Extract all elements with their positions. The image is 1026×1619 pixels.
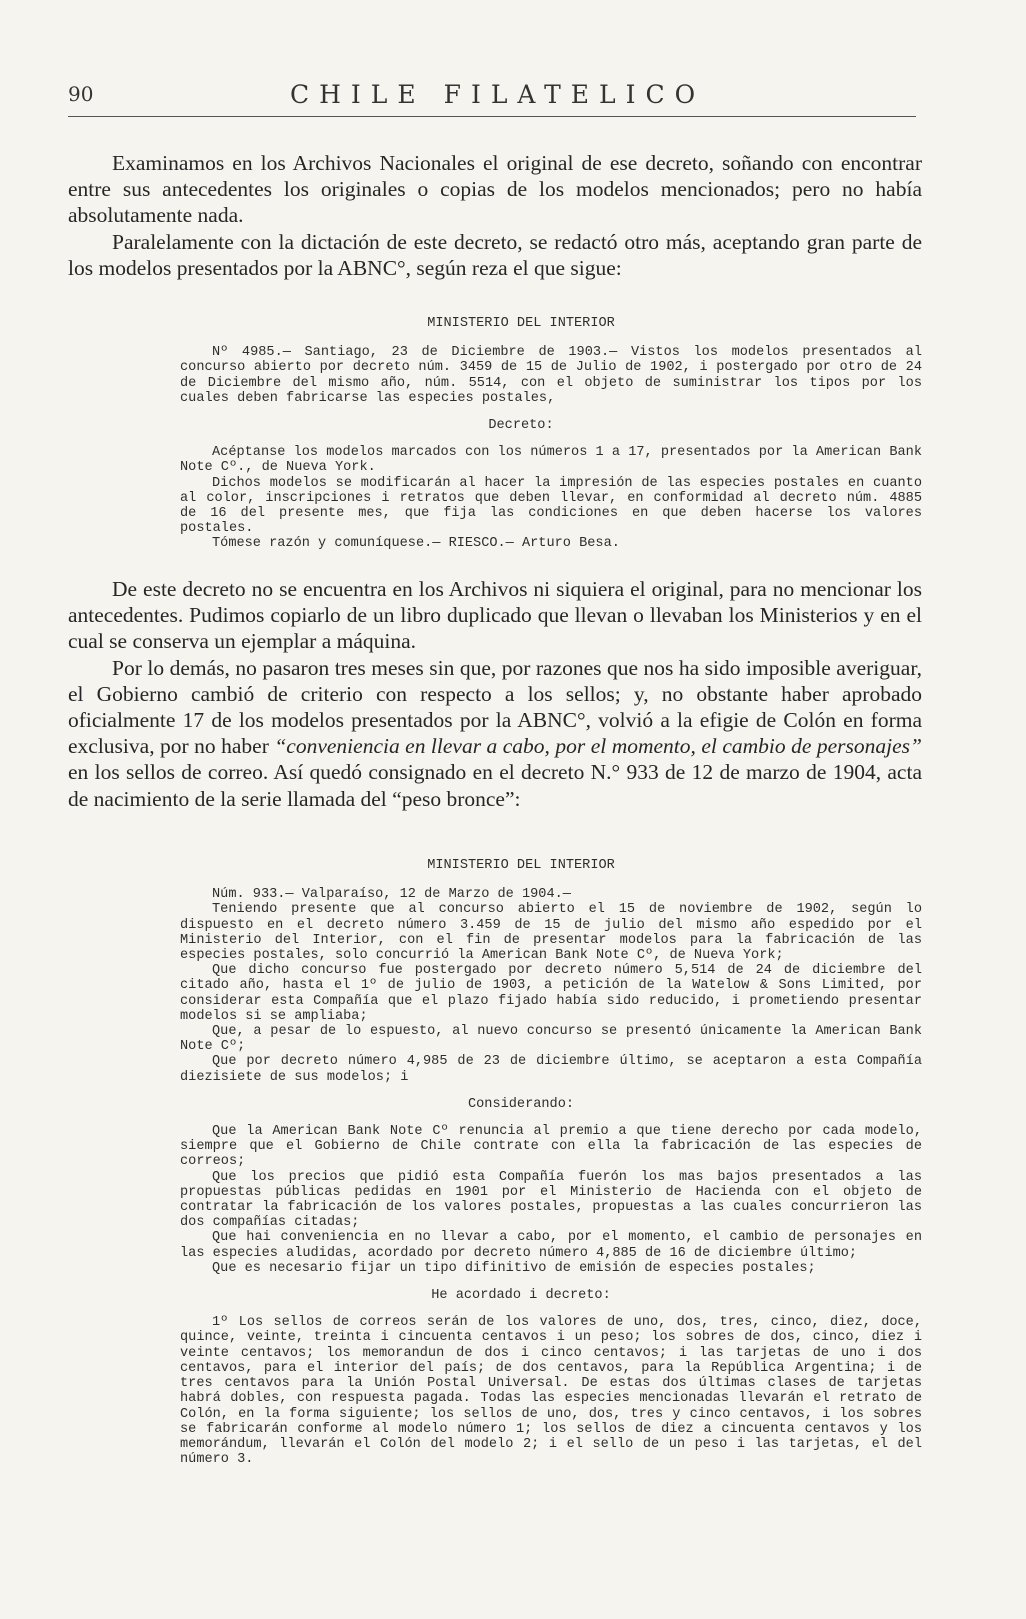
middle-paragraph-2-text-a: Por lo demás, no pasaron tres meses sin que, por razones que nos ha sido imposible averiguar, el Gobierno cambió de criterio con respecto a los sellos; y, no obstante haber aprobado oficialmente 17 de los modelos presentados por la ABNC°, volvió a la efigie de Colón en forma exclusiva, por no haber <box>68 655 922 759</box>
decree-1 <box>180 316 922 552</box>
decree-2-paragraph-2: Teniendo presente que al concurso abierto el 15 de noviembre de 1902, según lo dispuesto en el decreto número 3.459 de 15 de julio del mismo año espedido por el Ministerio del Interior, con el fin de presentar modelos para la fabricación de las especies postales, solo concurrió la American Bank Note Cº, de Nueva York; <box>180 902 922 964</box>
page-number: 90 <box>68 82 94 106</box>
intro-section <box>68 150 922 281</box>
decree-2-heading-considerando: Considerando: <box>467 1096 575 1112</box>
middle-paragraph-2-text-b: en los sellos de correo. Así quedó consignado en el decreto N.° 933 de 12 de marzo de 1904, acta de nacimiento de la serie llamada del “peso bronce”: <box>68 760 922 811</box>
decree-1-paragraph-3: Dichos modelos se modificarán al hacer la impresión de las especies postales en cuanto al color, inscripciones i retratos que deben llevar, en conformidad al decreto núm. 4885 de 16 del presente mes, que fija las condiciones en que deben hacerse los valores postales. <box>180 475 922 537</box>
middle-paragraph-2 <box>68 655 922 812</box>
decree-2-paragraph-8: Que hai conveniencia en no llevar a cabo, por el momento, el cambio de personajes en las especies aludidas, acordado por decreto número 4,885 de 16 de diciembre último; <box>180 1230 922 1261</box>
middle-paragraph-2-quote: “conveniencia en llevar a cabo, por el momento, el cambio de personajes” <box>274 734 922 759</box>
running-title: CHILE FILATELICO <box>290 80 706 109</box>
decree-2-heading-decreto: He acordado i decreto: <box>431 1288 611 1304</box>
decree-2-paragraph-9: Que es necesario fijar un tipo difinitivo de emisión de especies postales; <box>212 1260 816 1276</box>
decree-1-paragraph-2: Acéptanse los modelos marcados con los números 1 a 17, presentados por la American Bank Note Cº., de Nueva York. <box>180 445 922 476</box>
decree-2 <box>180 858 922 1467</box>
intro-paragraph-2: Paralelamente con la dictación de este decreto, se redactó otro más, aceptando gran parte de los modelos presentados por la ABNC°, según reza el que sigue: <box>68 229 922 280</box>
decree-1-heading: Decreto: <box>488 418 554 434</box>
decree-2-paragraph-6: Que la American Bank Note Cº renuncia al premio a que tiene derecho por cada modelo, siempre que el Gobierno de Chile contrate con ella la fabricación de las especies de correos; <box>180 1124 922 1170</box>
intro-paragraph-1: Examinamos en los Archivos Nacionales el original de ese decreto, soñando con encontrar entre sus antecedentes los originales o copias de los modelos mencionados; pero no había absolutamente nada. <box>68 151 922 228</box>
decree-1-ministry: MINISTERIO DEL INTERIOR <box>427 316 615 331</box>
decree-2-ministry: MINISTERIO DEL INTERIOR <box>427 858 615 873</box>
middle-section <box>68 576 922 812</box>
decree-2-paragraph-5: Que por decreto número 4,985 de 23 de diciembre último, se aceptaron a esta Compañía diezisiete de sus modelos; i <box>180 1054 922 1085</box>
decree-2-paragraph-3: Que dicho concurso fue postergado por decreto número 5,514 de 24 de diciembre del citado año, hasta el 1º de julio de 1903, a petición de la Watelow & Sons Limited, por considerar esta Compañía que el plazo fijado había sido reducido, i prometiendo presentar modelos si se ampliaba; <box>180 963 922 1024</box>
header-rule <box>68 116 916 117</box>
decree-2-paragraph-1: Núm. 933.— Valparaíso, 12 de Marzo de 1904.— <box>212 887 571 903</box>
decree-1-paragraph-1: Nº 4985.— Santiago, 23 de Diciembre de 1903.— Vistos los modelos presentados al concurso abierto por decreto núm. 3459 de 15 de Julio de 1902, i postergado por otro de 24 de Diciembre del mismo año, núm. 5514, con el objeto de suministrar los tipos por los cuales deben fabricarse las especies postales, <box>180 345 922 406</box>
decree-2-paragraph-7: Que los precios que pidió esta Compañía fuerón los mas bajos presentados a las propuestas públicas pedidas en 1901 por el Ministerio de Hacienda con el objeto de contratar la fabricación de los valores postales, propuestas a las cuales concurrieron las dos compañías citadas; <box>180 1169 922 1231</box>
decree-1-paragraph-4: Tómese razón y comuníquese.— RIESCO.— Arturo Besa. <box>212 536 620 552</box>
page-header <box>68 82 916 120</box>
decree-2-paragraph-10: 1º Los sellos de correos serán de los valores de uno, dos, tres, cinco, diez, doce, quince, veinte, treinta i cincuenta centavos i un peso; los sobres de dos, cinco, diez i veinte centavos; los memorandun de dos i cinco centavos; i las tarjetas de uno i dos centavos, para el interior del país; de dos centavos, para la República Argentina; i de tres centavos para la Unión Postal Universal. De estas dos últimas clases de tarjetas habrá dobles, con respuesta pagada. Todas las especies mencionadas llevarán el retrato de Colón, en la forma siguiente; los sellos de uno, dos, tres y cinco centavos, i los sobres se fabricarán conforme al modelo número 1; los sellos de diez a cincuenta centavos y los memorándum, llevarán el Colón del modelo 2; i el sello de un peso i las tarjetas, el del número 3. <box>180 1315 922 1468</box>
decree-2-paragraph-4: Que, a pesar de lo espuesto, al nuevo concurso se presentó únicamente la American Bank Note Cº; <box>180 1024 922 1055</box>
middle-paragraph-1: De este decreto no se encuentra en los Archivos ni siquiera el original, para no mencionar los antecedentes. Pudimos copiarlo de un libro duplicado que llevan o llevaban los Ministerios y en el cual se conserva un ejemplar a máquina. <box>68 577 922 654</box>
